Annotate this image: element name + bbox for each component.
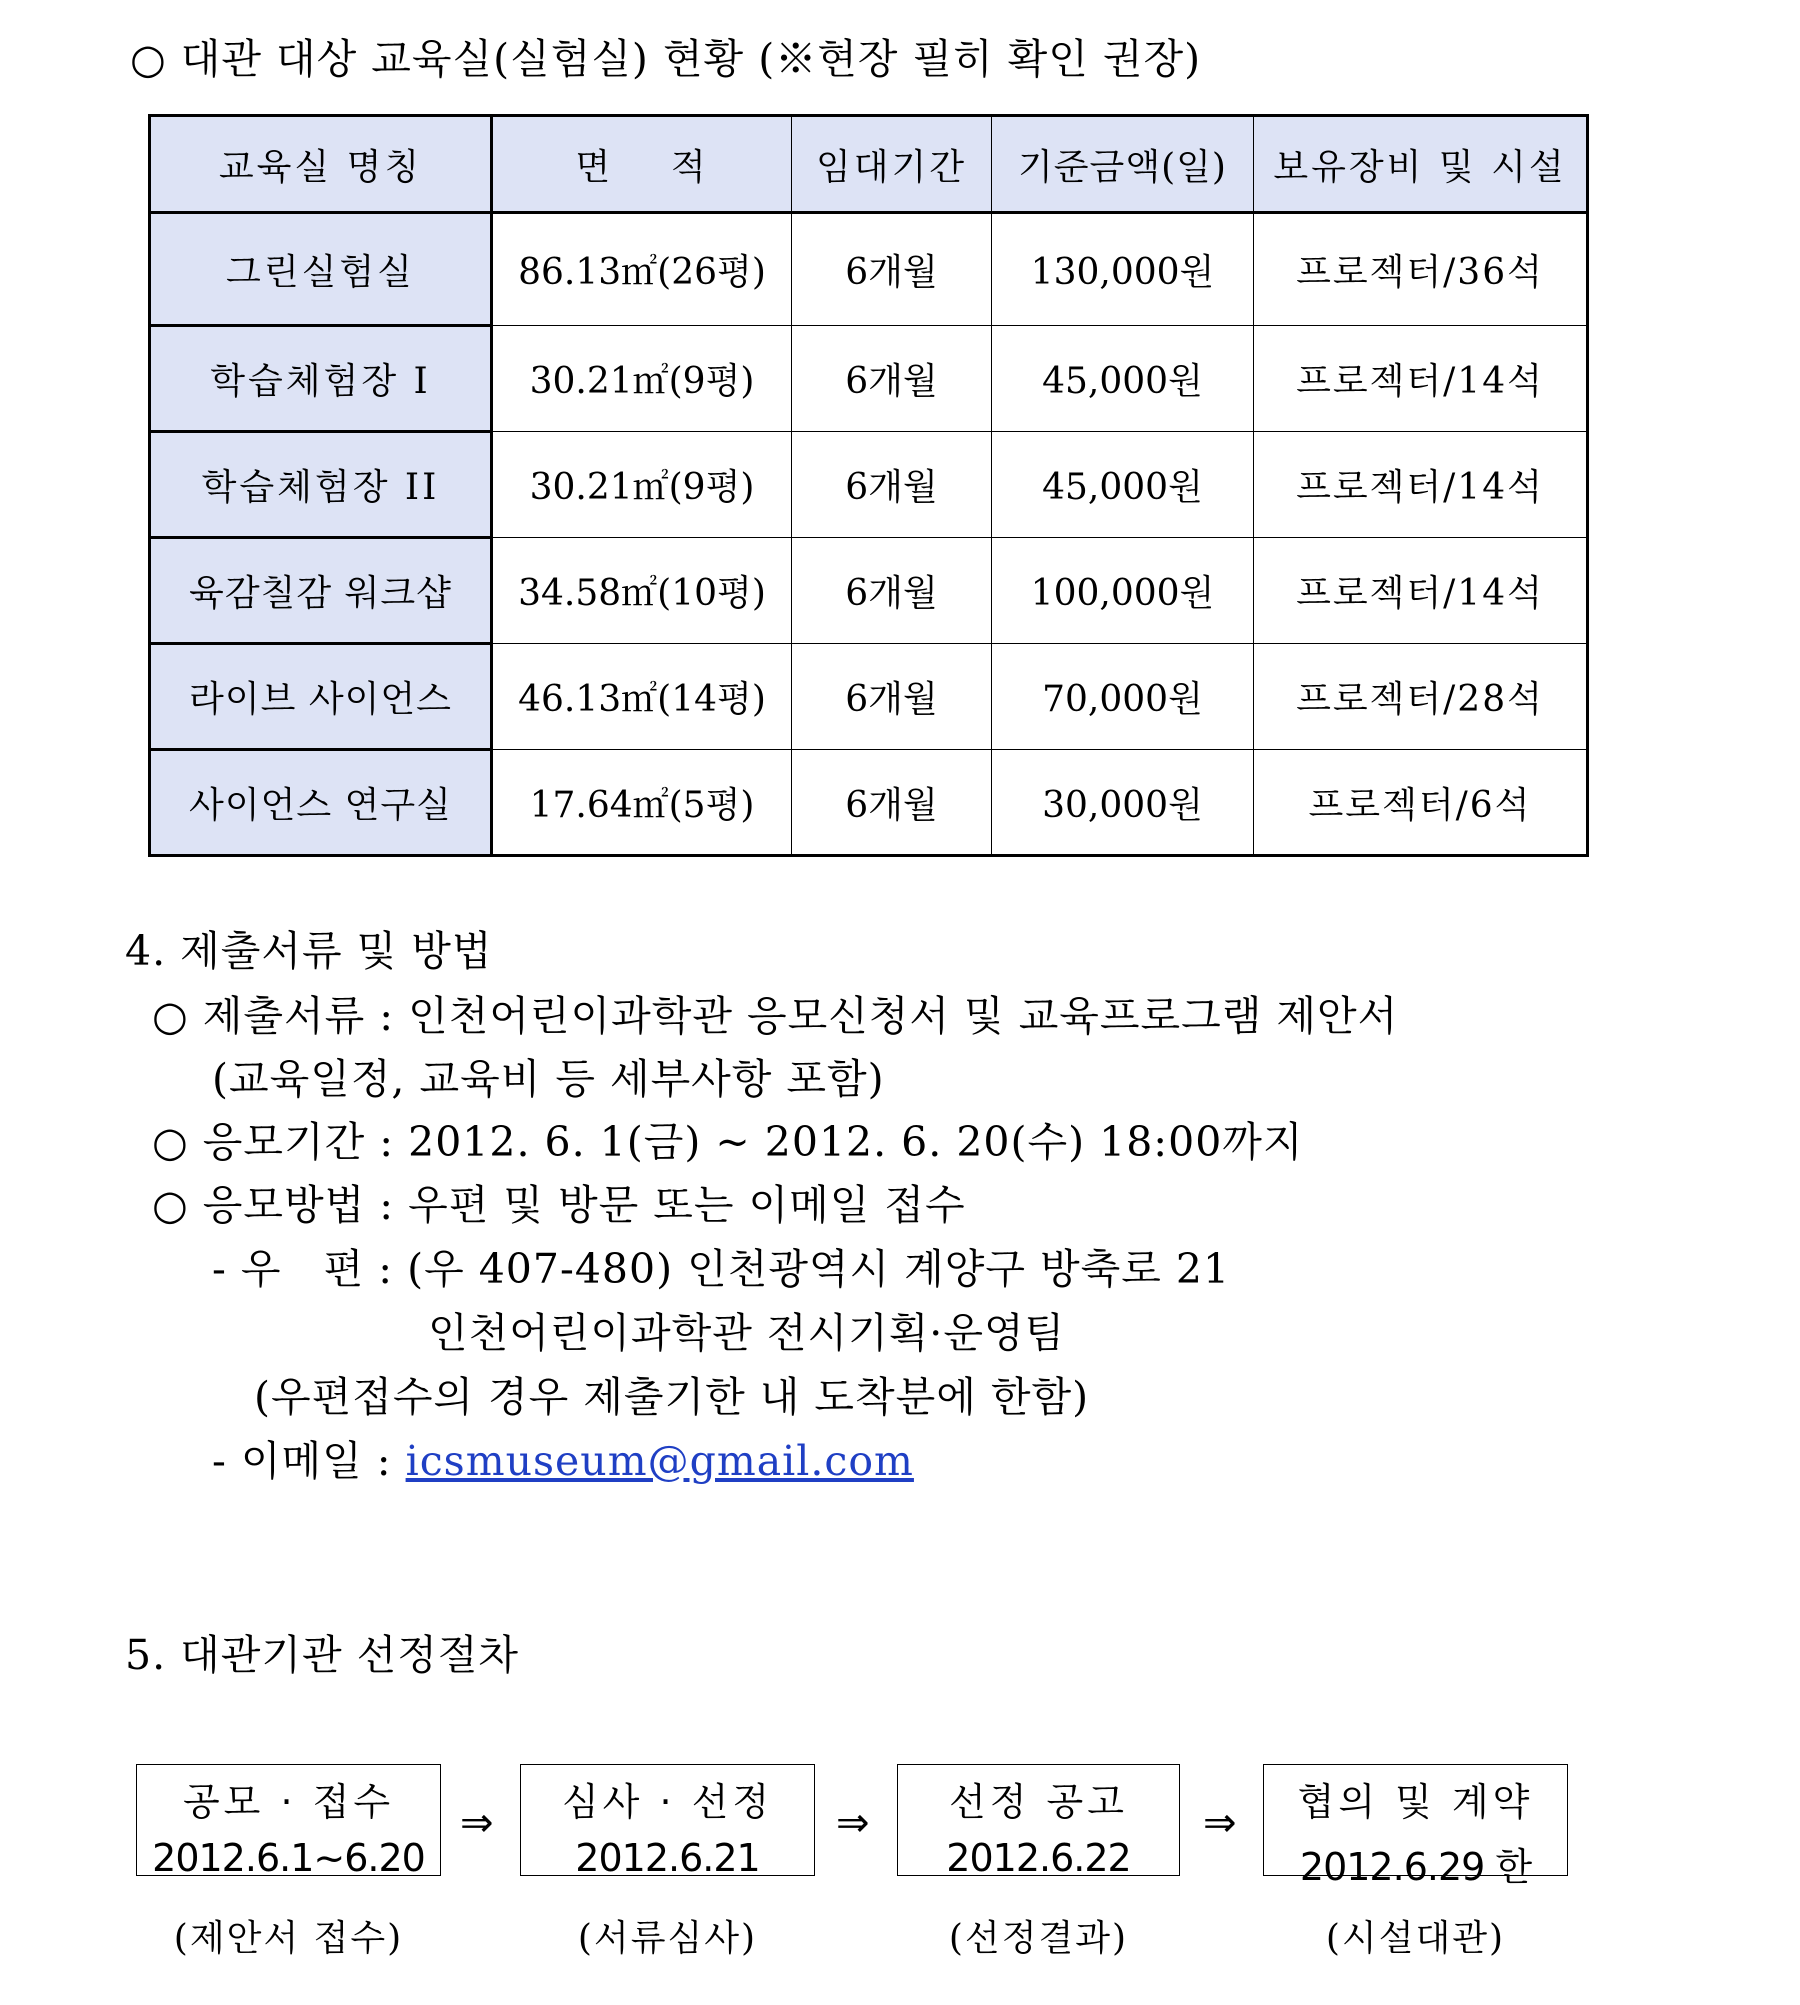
flow-arrow-icon: ⇒ (460, 1800, 494, 1846)
room-area: 17.64㎡(5평) (492, 750, 792, 856)
email-label: - 이메일 : (212, 1437, 406, 1485)
room-price: 30,000원 (992, 750, 1254, 856)
flow-step-notice (897, 1764, 1180, 1880)
flow-step-date: 2012.6.21 (575, 1836, 760, 1880)
header-equipment: 보유장비 및 시설 (1254, 116, 1588, 213)
room-price: 70,000원 (992, 644, 1254, 750)
submission-docs-note: (교육일정, 교육비 등 세부사항 포함) (212, 1055, 885, 1103)
postal-note: (우편접수의 경우 제출기한 내 도착분에 한함) (254, 1373, 1090, 1421)
room-period: 6개월 (792, 538, 992, 644)
room-name: 그린실험실 (150, 213, 492, 326)
table-row (150, 538, 1588, 644)
flow-step-note: (서류심사) (577, 1918, 758, 1959)
room-name: 학습체험장 II (150, 432, 492, 538)
room-equipment: 프로젝터/6석 (1254, 750, 1588, 856)
room-equipment: 프로젝터/36석 (1254, 213, 1588, 326)
room-price: 45,000원 (992, 326, 1254, 432)
facility-section-title: ○ 대관 대상 교육실(실험실) 현황 (※현장 필히 확인 권장) (130, 35, 1202, 83)
room-price: 100,000원 (992, 538, 1254, 644)
room-equipment: 프로젝터/14석 (1254, 432, 1588, 538)
room-equipment: 프로젝터/14석 (1254, 326, 1588, 432)
section4-title: 4. 제출서류 및 방법 (125, 927, 493, 975)
email-link[interactable]: icsmuseum@gmail.com (405, 1437, 914, 1485)
header-period: 임대기간 (792, 116, 992, 213)
header-area: 면 적 (492, 116, 792, 213)
flow-step-note: (시설대관) (1325, 1918, 1506, 1959)
room-price: 45,000원 (992, 432, 1254, 538)
room-period: 6개월 (792, 213, 992, 326)
room-period: 6개월 (792, 432, 992, 538)
room-area: 34.58㎡(10평) (492, 538, 792, 644)
table-row (150, 750, 1588, 856)
room-name: 육감칠감 워크샵 (150, 538, 492, 644)
flow-arrow-icon: ⇒ (1203, 1800, 1237, 1846)
flow-step-contract (1263, 1764, 1568, 1889)
table-header-row (150, 116, 1588, 213)
postal-address-line: - 우 편 : (우 407-480) 인천광역시 계양구 방축로 21 (212, 1245, 1231, 1293)
room-price: 130,000원 (992, 213, 1254, 326)
room-equipment: 프로젝터/14석 (1254, 538, 1588, 644)
flow-step-title: 협의 및 계약 (1297, 1780, 1534, 1824)
flow-step-date: 2012.6.22 (946, 1836, 1131, 1880)
flow-step-title: 선정 공고 (949, 1780, 1128, 1824)
room-period: 6개월 (792, 644, 992, 750)
flow-step-note: (선정결과) (948, 1918, 1129, 1959)
room-period: 6개월 (792, 750, 992, 856)
flow-step-review (520, 1764, 815, 1880)
table-row (150, 432, 1588, 538)
application-method: ○ 응모방법 : 우편 및 방문 또는 이메일 접수 (152, 1181, 966, 1229)
email-line (212, 1428, 914, 1487)
submission-docs-line: ○ 제출서류 : 인천어린이과학관 응모신청서 및 교육프로그램 제안서 (152, 992, 1399, 1040)
facility-table (148, 114, 1589, 857)
room-area: 30.21㎡(9평) (492, 432, 792, 538)
room-area: 30.21㎡(9평) (492, 326, 792, 432)
flow-step-date: 2012.6.1~6.20 (152, 1836, 425, 1880)
room-name: 학습체험장 I (150, 326, 492, 432)
section5-title: 5. 대관기관 선정절차 (125, 1631, 520, 1679)
postal-recipient-line: 인천어린이과학관 전시기획·운영팀 (428, 1309, 1066, 1357)
room-area: 46.13㎡(14평) (492, 644, 792, 750)
room-name: 라이브 사이언스 (150, 644, 492, 750)
header-price: 기준금액(일) (992, 116, 1254, 213)
flow-step-date: 2012.6.29 한 (1299, 1845, 1532, 1889)
room-equipment: 프로젝터/28석 (1254, 644, 1588, 750)
flow-step-note: (제안서 접수) (173, 1918, 404, 1959)
table-row (150, 213, 1588, 326)
flow-arrow-icon: ⇒ (836, 1800, 870, 1846)
flow-step-title: 심사 · 선정 (561, 1780, 774, 1824)
table-row (150, 326, 1588, 432)
table-row (150, 644, 1588, 750)
room-period: 6개월 (792, 326, 992, 432)
room-name: 사이언스 연구실 (150, 750, 492, 856)
room-area: 86.13㎡(26평) (492, 213, 792, 326)
application-period: ○ 응모기간 : 2012. 6. 1(금) ~ 2012. 6. 20(수) 18:00까지 (152, 1118, 1304, 1166)
flow-step-title: 공모 · 접수 (182, 1780, 395, 1824)
header-room-name: 교육실 명칭 (150, 116, 492, 213)
flow-step-announcement (136, 1764, 441, 1880)
